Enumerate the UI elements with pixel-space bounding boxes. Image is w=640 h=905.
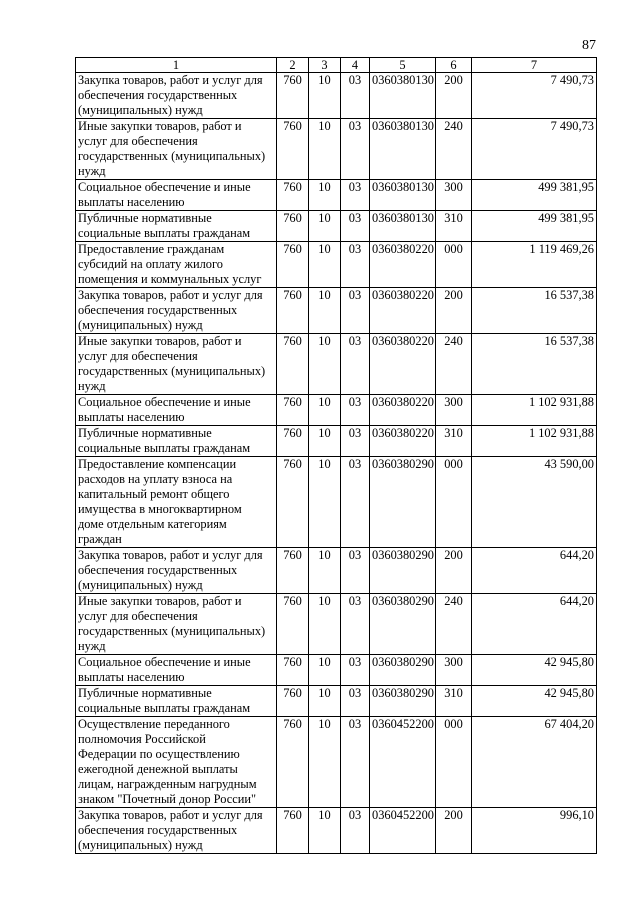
table-row <box>76 288 597 334</box>
col-4-code: 03 <box>341 211 370 242</box>
col-2-code: 760 <box>277 808 309 854</box>
description-line: государственных (муниципальных) <box>78 364 266 378</box>
description-line: граждан <box>78 532 122 546</box>
col-5-code: 0360380220 <box>370 334 436 395</box>
description-line: Иные закупки товаров, работ и <box>78 594 242 608</box>
row-description <box>76 180 277 211</box>
col-4-code: 03 <box>341 594 370 655</box>
col-2-code: 760 <box>277 395 309 426</box>
description-line: нужд <box>78 639 106 653</box>
col-6-code: 200 <box>436 288 472 334</box>
row-amount: 7 490,73 <box>472 73 597 119</box>
description-line: лицам, награжденным нагрудным <box>78 777 257 791</box>
row-description <box>76 395 277 426</box>
row-description <box>76 717 277 808</box>
col-2-code: 760 <box>277 180 309 211</box>
col-4-code: 03 <box>341 334 370 395</box>
col-2-code: 760 <box>277 119 309 180</box>
col-6-code: 310 <box>436 686 472 717</box>
description-line: Социальное обеспечение и иные <box>78 180 251 194</box>
col-3-code: 10 <box>309 288 341 334</box>
description-line: выплаты населению <box>78 670 185 684</box>
table-row <box>76 594 597 655</box>
header-col-6: 6 <box>436 58 472 73</box>
col-5-code: 0360380290 <box>370 548 436 594</box>
row-amount: 996,10 <box>472 808 597 854</box>
col-6-code: 200 <box>436 73 472 119</box>
row-amount: 1 102 931,88 <box>472 426 597 457</box>
col-4-code: 03 <box>341 717 370 808</box>
table-row <box>76 655 597 686</box>
row-amount: 499 381,95 <box>472 180 597 211</box>
row-description <box>76 288 277 334</box>
col-5-code: 0360380130 <box>370 119 436 180</box>
description-line: капитальный ремонт общего <box>78 487 230 501</box>
col-3-code: 10 <box>309 686 341 717</box>
table-row <box>76 119 597 180</box>
col-2-code: 760 <box>277 717 309 808</box>
col-4-code: 03 <box>341 395 370 426</box>
col-6-code: 300 <box>436 180 472 211</box>
col-6-code: 240 <box>436 119 472 180</box>
table-header-row <box>76 58 597 73</box>
col-4-code: 03 <box>341 73 370 119</box>
col-2-code: 760 <box>277 242 309 288</box>
description-line: нужд <box>78 379 106 393</box>
col-3-code: 10 <box>309 242 341 288</box>
header-col-3: 3 <box>309 58 341 73</box>
row-description <box>76 426 277 457</box>
table-row <box>76 211 597 242</box>
description-line: Предоставление гражданам <box>78 242 225 256</box>
row-amount: 1 119 469,26 <box>472 242 597 288</box>
table-row <box>76 395 597 426</box>
col-5-code: 0360380220 <box>370 395 436 426</box>
row-amount: 67 404,20 <box>472 717 597 808</box>
row-amount: 16 537,38 <box>472 288 597 334</box>
col-4-code: 03 <box>341 288 370 334</box>
col-5-code: 0360380290 <box>370 594 436 655</box>
description-line: Иные закупки товаров, работ и <box>78 334 242 348</box>
table-row <box>76 180 597 211</box>
col-3-code: 10 <box>309 808 341 854</box>
description-line: знаком "Почетный донор России" <box>78 792 257 806</box>
col-3-code: 10 <box>309 334 341 395</box>
description-line: Осуществление переданного <box>78 717 230 731</box>
col-4-code: 03 <box>341 242 370 288</box>
col-4-code: 03 <box>341 426 370 457</box>
col-4-code: 03 <box>341 808 370 854</box>
header-col-7: 7 <box>472 58 597 73</box>
col-3-code: 10 <box>309 426 341 457</box>
table-body <box>76 73 597 854</box>
col-6-code: 200 <box>436 548 472 594</box>
row-description <box>76 655 277 686</box>
description-line: Публичные нормативные <box>78 686 212 700</box>
col-4-code: 03 <box>341 548 370 594</box>
header-col-4: 4 <box>341 58 370 73</box>
col-3-code: 10 <box>309 457 341 548</box>
description-line: Закупка товаров, работ и услуг для <box>78 808 263 822</box>
description-line: государственных (муниципальных) <box>78 149 266 163</box>
row-amount: 1 102 931,88 <box>472 395 597 426</box>
header-col-5: 5 <box>370 58 436 73</box>
col-6-code: 000 <box>436 457 472 548</box>
row-amount: 42 945,80 <box>472 686 597 717</box>
row-description <box>76 808 277 854</box>
table-row <box>76 242 597 288</box>
col-3-code: 10 <box>309 211 341 242</box>
col-2-code: 760 <box>277 655 309 686</box>
row-amount: 43 590,00 <box>472 457 597 548</box>
table-row <box>76 548 597 594</box>
description-line: услуг для обеспечения <box>78 134 198 148</box>
col-6-code: 240 <box>436 334 472 395</box>
col-2-code: 760 <box>277 594 309 655</box>
table-row <box>76 426 597 457</box>
col-5-code: 0360380130 <box>370 73 436 119</box>
col-3-code: 10 <box>309 119 341 180</box>
col-5-code: 0360380290 <box>370 457 436 548</box>
table-row <box>76 457 597 548</box>
col-6-code: 200 <box>436 808 472 854</box>
description-line: Закупка товаров, работ и услуг для <box>78 73 263 87</box>
col-5-code: 0360380290 <box>370 686 436 717</box>
description-line: (муниципальных) нужд <box>78 318 203 332</box>
description-line: выплаты населению <box>78 410 185 424</box>
description-line: Социальное обеспечение и иные <box>78 395 251 409</box>
row-amount: 42 945,80 <box>472 655 597 686</box>
col-6-code: 000 <box>436 242 472 288</box>
description-line: нужд <box>78 164 106 178</box>
row-amount: 499 381,95 <box>472 211 597 242</box>
row-description <box>76 594 277 655</box>
description-line: Публичные нормативные <box>78 211 212 225</box>
row-amount: 644,20 <box>472 548 597 594</box>
header-col-1: 1 <box>76 58 277 73</box>
col-2-code: 760 <box>277 686 309 717</box>
description-line: выплаты населению <box>78 195 185 209</box>
description-line: обеспечения государственных <box>78 88 238 102</box>
col-4-code: 03 <box>341 180 370 211</box>
col-3-code: 10 <box>309 180 341 211</box>
row-description <box>76 73 277 119</box>
description-line: услуг для обеспечения <box>78 609 198 623</box>
description-line: социальные выплаты гражданам <box>78 226 251 240</box>
table-row <box>76 73 597 119</box>
description-line: ежегодной денежной выплаты <box>78 762 238 776</box>
col-5-code: 0360380220 <box>370 426 436 457</box>
col-5-code: 0360380290 <box>370 655 436 686</box>
page-number: 87 <box>582 38 596 53</box>
description-line: обеспечения государственных <box>78 563 238 577</box>
col-2-code: 760 <box>277 457 309 548</box>
row-description <box>76 242 277 288</box>
row-description <box>76 686 277 717</box>
col-5-code: 0360380130 <box>370 180 436 211</box>
description-line: помещения и коммунальных услуг <box>78 272 262 286</box>
col-6-code: 310 <box>436 211 472 242</box>
col-5-code: 0360380130 <box>370 211 436 242</box>
col-2-code: 760 <box>277 211 309 242</box>
col-4-code: 03 <box>341 119 370 180</box>
row-amount: 7 490,73 <box>472 119 597 180</box>
col-2-code: 760 <box>277 548 309 594</box>
col-6-code: 300 <box>436 655 472 686</box>
description-line: доме отдельным категориям <box>78 517 227 531</box>
description-line: Иные закупки товаров, работ и <box>78 119 242 133</box>
description-line: Публичные нормативные <box>78 426 212 440</box>
col-5-code: 0360452200 <box>370 717 436 808</box>
description-line: имущества в многоквартирном <box>78 502 242 516</box>
col-2-code: 760 <box>277 426 309 457</box>
col-3-code: 10 <box>309 395 341 426</box>
row-description <box>76 457 277 548</box>
col-6-code: 310 <box>436 426 472 457</box>
col-5-code: 0360380220 <box>370 242 436 288</box>
col-6-code: 240 <box>436 594 472 655</box>
table-row <box>76 334 597 395</box>
col-5-code: 0360380220 <box>370 288 436 334</box>
description-line: (муниципальных) нужд <box>78 103 203 117</box>
col-3-code: 10 <box>309 594 341 655</box>
col-3-code: 10 <box>309 73 341 119</box>
description-line: расходов на уплату взноса на <box>78 472 233 486</box>
description-line: Федерации по осуществлению <box>78 747 240 761</box>
description-line: Предоставление компенсации <box>78 457 237 471</box>
description-line: услуг для обеспечения <box>78 349 198 363</box>
description-line: социальные выплаты гражданам <box>78 441 251 455</box>
description-line: Закупка товаров, работ и услуг для <box>78 288 263 302</box>
col-4-code: 03 <box>341 655 370 686</box>
table-row <box>76 686 597 717</box>
description-line: социальные выплаты гражданам <box>78 701 251 715</box>
col-3-code: 10 <box>309 655 341 686</box>
description-line: (муниципальных) нужд <box>78 578 203 592</box>
col-4-code: 03 <box>341 686 370 717</box>
col-3-code: 10 <box>309 548 341 594</box>
table-row <box>76 808 597 854</box>
row-description <box>76 211 277 242</box>
col-2-code: 760 <box>277 73 309 119</box>
description-line: обеспечения государственных <box>78 823 238 837</box>
col-3-code: 10 <box>309 717 341 808</box>
description-line: Закупка товаров, работ и услуг для <box>78 548 263 562</box>
budget-table <box>75 57 597 854</box>
row-amount: 16 537,38 <box>472 334 597 395</box>
col-2-code: 760 <box>277 288 309 334</box>
description-line: обеспечения государственных <box>78 303 238 317</box>
col-2-code: 760 <box>277 334 309 395</box>
row-description <box>76 334 277 395</box>
row-description <box>76 548 277 594</box>
description-line: субсидий на оплату жилого <box>78 257 223 271</box>
description-line: Социальное обеспечение и иные <box>78 655 251 669</box>
table-row <box>76 717 597 808</box>
description-line: (муниципальных) нужд <box>78 838 203 852</box>
description-line: полномочия Российской <box>78 732 206 746</box>
row-amount: 644,20 <box>472 594 597 655</box>
row-description <box>76 119 277 180</box>
header-col-2: 2 <box>277 58 309 73</box>
col-5-code: 0360452200 <box>370 808 436 854</box>
col-4-code: 03 <box>341 457 370 548</box>
col-6-code: 300 <box>436 395 472 426</box>
col-6-code: 000 <box>436 717 472 808</box>
description-line: государственных (муниципальных) <box>78 624 266 638</box>
